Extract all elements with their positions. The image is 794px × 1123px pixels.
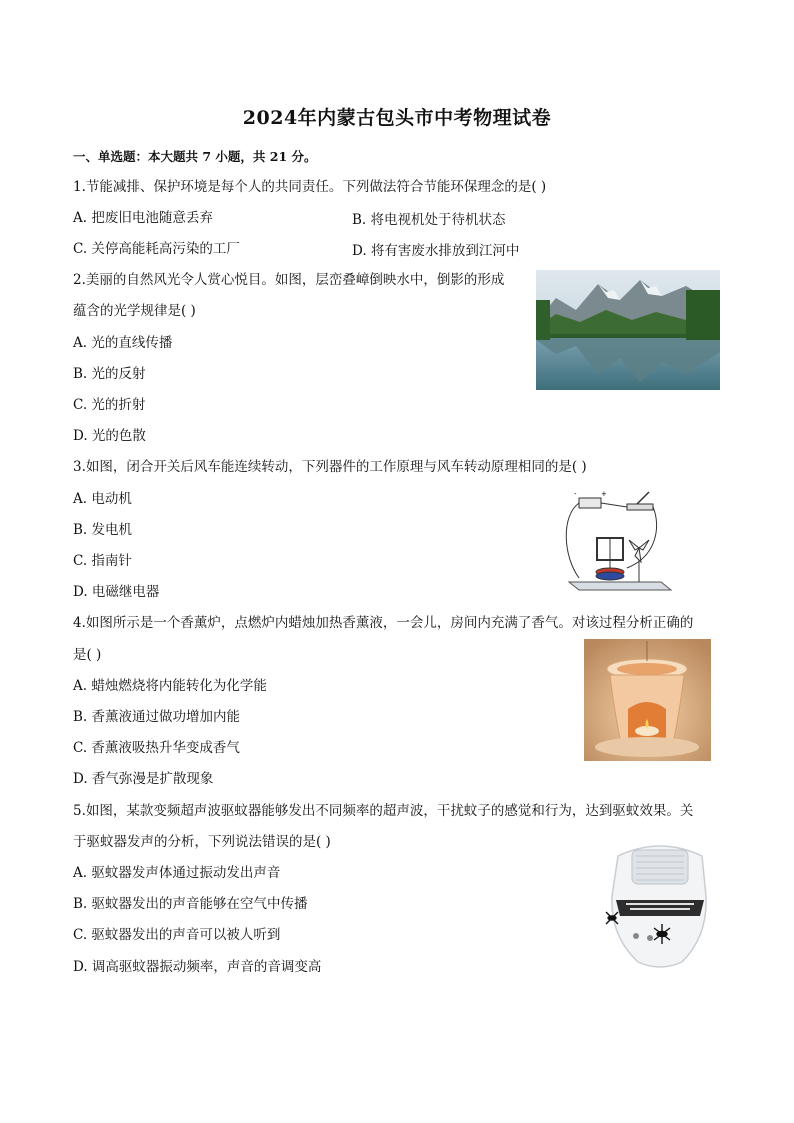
q3-option-c: C. 指南针 <box>73 553 132 569</box>
q4-option-c: C. 香薰液吸热升华变成香气 <box>73 740 240 756</box>
q1-stem: 1.节能减排、保护环境是每个人的共同责任。下列做法符合节能环保理念的是( ) <box>73 179 547 195</box>
windmill-circuit-diagram <box>557 486 673 596</box>
exam-title: 2024年内蒙古包头市中考物理试卷 <box>242 107 552 129</box>
q2-option-a: A. 光的直线传播 <box>73 335 173 351</box>
q1-option-a: A. 把废旧电池随意丢弃 <box>73 210 213 226</box>
q2-stem-line2: 蕴含的光学规律是( ) <box>73 303 196 319</box>
q5-stem-line1: 5.如图，某款变频超声波驱蚊器能够发出不同频率的超声波，干扰蚊子的感觉和行为，达到驱蚊效果。关 <box>73 803 694 819</box>
mountain-lake-reflection-image <box>536 270 720 390</box>
section-heading: 一、单选题：本大题共 7 小题，共 21 分。 <box>73 149 317 164</box>
q1-option-c: C. 关停高能耗高污染的工厂 <box>73 241 240 257</box>
q2-option-c: C. 光的折射 <box>73 397 146 413</box>
q4-option-b: B. 香薰液通过做功增加内能 <box>73 709 241 725</box>
q5-stem-line2: 于驱蚊器发声的分析，下列说法错误的是( ) <box>73 834 331 850</box>
q4-option-d: D. 香气弥漫是扩散现象 <box>73 771 214 787</box>
q2-option-b: B. 光的反射 <box>73 366 146 382</box>
q1-option-d: D. 将有害废水排放到江河中 <box>352 243 520 259</box>
q3-stem: 3.如图，闭合开关后风车能连续转动，下列器件的工作原理与风车转动原理相同的是( ) <box>73 459 587 475</box>
q2-stem-line1: 2.美丽的自然风光令人赏心悦目。如图，层峦叠嶂倒映水中，倒影的形成 <box>73 272 505 288</box>
q1-option-b: B. 将电视机处于待机状态 <box>352 212 506 228</box>
aroma-burner-image <box>584 639 711 761</box>
svg-text:-: - <box>574 490 577 498</box>
q4-stem-line2: 是( ) <box>73 647 102 663</box>
q4-stem-line1: 4.如图所示是一个香薰炉，点燃炉内蜡烛加热香薰液，一会儿，房间内充满了香气。对该过程分析正确的 <box>73 615 694 631</box>
q3-option-d: D. 电磁继电器 <box>73 584 160 600</box>
q5-option-c: C. 驱蚊器发出的声音可以被人听到 <box>73 927 281 943</box>
q4-option-a: A. 蜡烛燃烧将内能转化为化学能 <box>73 678 267 694</box>
mosquito-repeller-image <box>596 836 726 972</box>
q5-option-b: B. 驱蚊器发出的声音能够在空气中传播 <box>73 896 308 912</box>
q5-option-d: D. 调高驱蚊器振动频率，声音的音调变高 <box>73 959 322 975</box>
q3-option-a: A. 电动机 <box>73 491 132 507</box>
q3-option-b: B. 发电机 <box>73 522 133 538</box>
q2-option-d: D. 光的色散 <box>73 428 146 444</box>
q5-option-a: A. 驱蚊器发声体通过振动发出声音 <box>73 865 281 881</box>
svg-text:+: + <box>601 490 607 498</box>
